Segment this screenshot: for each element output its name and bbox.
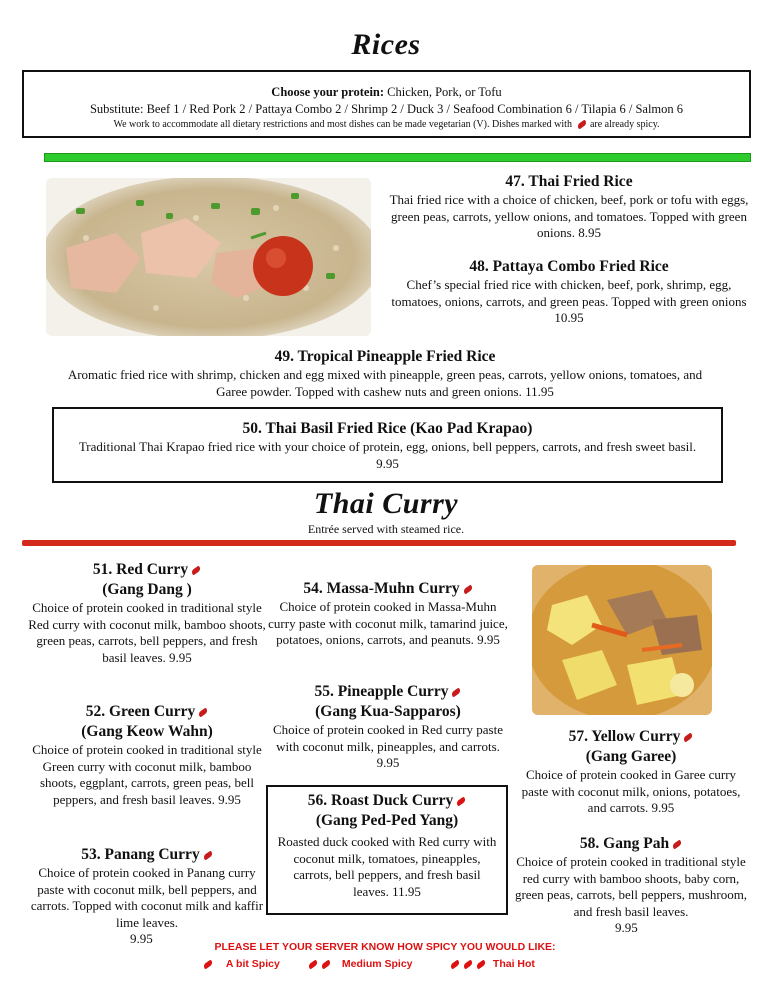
chili-icon: [672, 840, 683, 850]
item-50-description: Traditional Thai Krapao fried rice with your choice of protein, egg, onions, bell peppers, carrots, and fresh sweet basil. 9.95: [78, 439, 697, 471]
item-48-title: 48. Pattaya Combo Fried Rice: [469, 258, 669, 275]
item-52-description: Choice of protein cooked in traditional style Green curry with coconut milk, bamboo shoots, eggplant, carrots, green peas, bell peppers, and fresh basil leaves. 9.95: [32, 742, 262, 807]
curry-subtitle: Entrée served with steamed rice.: [307, 522, 465, 536]
menu-item-58: [512, 834, 750, 937]
curry-section-title: Thai Curry: [313, 487, 459, 520]
item-53-price: 9.95: [130, 931, 153, 946]
item-54-title-line: [268, 579, 508, 599]
rices-divider: [44, 153, 751, 162]
item-57-title-line: [512, 727, 750, 747]
chili-icon: [577, 120, 588, 130]
item-53-description: Choice of protein cooked in Panang curry paste with coconut milk, bell peppers, and carrots. Topped with coconut milk and kaffir lime leaves.: [30, 865, 264, 930]
menu-item-52: [24, 702, 270, 808]
menu-item-56: [266, 785, 508, 915]
chili-icon: [451, 688, 462, 698]
chili-icon: [191, 566, 202, 576]
item-51-title-line: [24, 560, 270, 580]
item-53-title-line: [24, 845, 270, 865]
item-58-title-line: [512, 834, 750, 854]
spice-level-hot: [447, 958, 535, 970]
item-50-title: 50. Thai Basil Fried Rice (Kao Pad Krapao): [242, 420, 533, 437]
item-56-title-line: [274, 791, 500, 811]
item-51-title: 51. Red Curry: [92, 561, 189, 578]
spice-level-medium-label: Medium Spicy: [341, 958, 413, 970]
item-49-description: Aromatic fried rice with shrimp, chicken and egg mixed with pineapple, green peas, carrots, yellow onions, tomatoes, and Garee powder. Topped with cashew nuts and green onions. 11.95: [67, 367, 703, 399]
item-56-subtitle: (Gang Ped-Ped Yang): [315, 812, 459, 829]
item-49-title: 49. Tropical Pineapple Fried Rice: [274, 348, 496, 365]
chili-icon: [202, 959, 213, 969]
item-52-title: 52. Green Curry: [85, 703, 196, 720]
item-54-description: Choice of protein cooked in Massa-Muhn curry paste with coconut milk, tamarind juice, potatoes, onions, carrots, and peanuts. 9.95: [268, 599, 508, 647]
menu-item-55: [268, 682, 508, 772]
item-55-title: 55. Pineapple Curry: [314, 683, 449, 700]
item-57-title: 57. Yellow Curry: [568, 728, 681, 745]
dietary-note-text-a: We work to accommodate all dietary restrictions and most dishes can be made vegetarian (V). Dishes marked with: [113, 119, 572, 130]
substitute-line: Substitute: Beef 1 / Red Pork 2 / Pattaya Combo 2 / Shrimp 2 / Duck 3 / Seafood Combination 6 / Tilapia 6 / Salmon 6: [89, 102, 684, 116]
protein-choice-line: [24, 84, 749, 101]
item-56-title: 56. Roast Duck Curry: [307, 792, 454, 809]
protein-label: Choose your protein:: [271, 85, 385, 99]
chili-icon: [462, 959, 473, 969]
item-57-description: Choice of protein cooked in Garee curry paste with coconut milk, onions, potatoes, and carrots. 9.95: [521, 767, 741, 815]
menu-item-50: [52, 407, 723, 483]
menu-item-51: [24, 560, 270, 666]
item-52-subtitle: (Gang Keow Wahn): [81, 723, 213, 740]
dietary-note: [24, 118, 749, 132]
chili-icon: [449, 959, 460, 969]
rices-section-title: Rices: [351, 28, 421, 61]
item-58-description: Choice of protein cooked in traditional style red curry with bamboo shoots, baby corn, green peas, carrots, bell peppers, mushroom, and fresh basil leaves.: [514, 854, 748, 919]
item-58-price: 9.95: [615, 920, 638, 935]
item-52-title-line: [24, 702, 270, 722]
item-51-description: Choice of protein cooked in traditional style Red curry with coconut milk, bamboo shoots, green peas, carrots, bell peppers, and fresh basil leaves. 9.95: [28, 600, 266, 665]
item-54-title: 54. Massa-Muhn Curry: [303, 580, 460, 597]
chili-icon: [462, 585, 473, 595]
fried-rice-photo: [46, 178, 371, 336]
item-55-subtitle: (Gang Kua-Sapparos): [315, 703, 461, 720]
protein-info-box: [22, 70, 751, 138]
chili-icon: [683, 733, 694, 743]
item-53-title: 53. Panang Curry: [81, 846, 200, 863]
menu-item-57: [512, 727, 750, 817]
chili-icon: [202, 851, 213, 861]
menu-item-47: [383, 172, 755, 242]
curry-divider: [22, 540, 736, 546]
item-55-title-line: [268, 682, 508, 702]
chili-icon: [307, 959, 318, 969]
item-47-description: Thai fried rice with a choice of chicken, beef, pork or tofu with eggs, green peas, carrots, yellow onions, and tomatoes. Topped with green onions. 8.95: [389, 192, 749, 240]
item-51-subtitle: (Gang Dang ): [102, 581, 192, 598]
item-48-description: Chef’s special fried rice with chicken, beef, pork, shrimp, egg, tomatoes, onions, carrots, and green peas. Topped with green onions 10.95: [391, 277, 747, 325]
menu-item-54: [268, 579, 508, 649]
item-58-title: 58. Gang Pah: [579, 835, 670, 852]
spice-level-mild: [200, 958, 280, 970]
menu-item-49: [58, 347, 712, 400]
spice-level-mild-label: A bit Spicy: [225, 958, 280, 970]
chili-icon: [456, 797, 467, 807]
spice-note-heading: PLEASE LET YOUR SERVER KNOW HOW SPICY YOU WOULD LIKE:: [214, 941, 556, 953]
chili-icon: [475, 959, 486, 969]
item-57-subtitle: (Gang Garee): [585, 748, 677, 765]
chili-icon: [320, 959, 331, 969]
menu-item-48: [383, 257, 755, 327]
item-55-description: Choice of protein cooked in Red curry paste with coconut milk, pineapples, and carrots. 9.95: [273, 722, 503, 770]
protein-options: Chicken, Pork, or Tofu: [384, 85, 502, 99]
menu-item-53: [24, 845, 270, 948]
chili-icon: [198, 708, 209, 718]
spice-level-medium: [305, 958, 413, 970]
spice-level-hot-label: Thai Hot: [492, 958, 535, 970]
dietary-note-text-b: are already spicy.: [589, 119, 660, 130]
curry-photo: [532, 565, 712, 715]
item-47-title: 47. Thai Fried Rice: [505, 173, 633, 190]
item-56-description: Roasted duck cooked with Red curry with coconut milk, tomatoes, pineapples, carrots, bell peppers, and fresh basil leaves. 11.95: [277, 834, 497, 899]
